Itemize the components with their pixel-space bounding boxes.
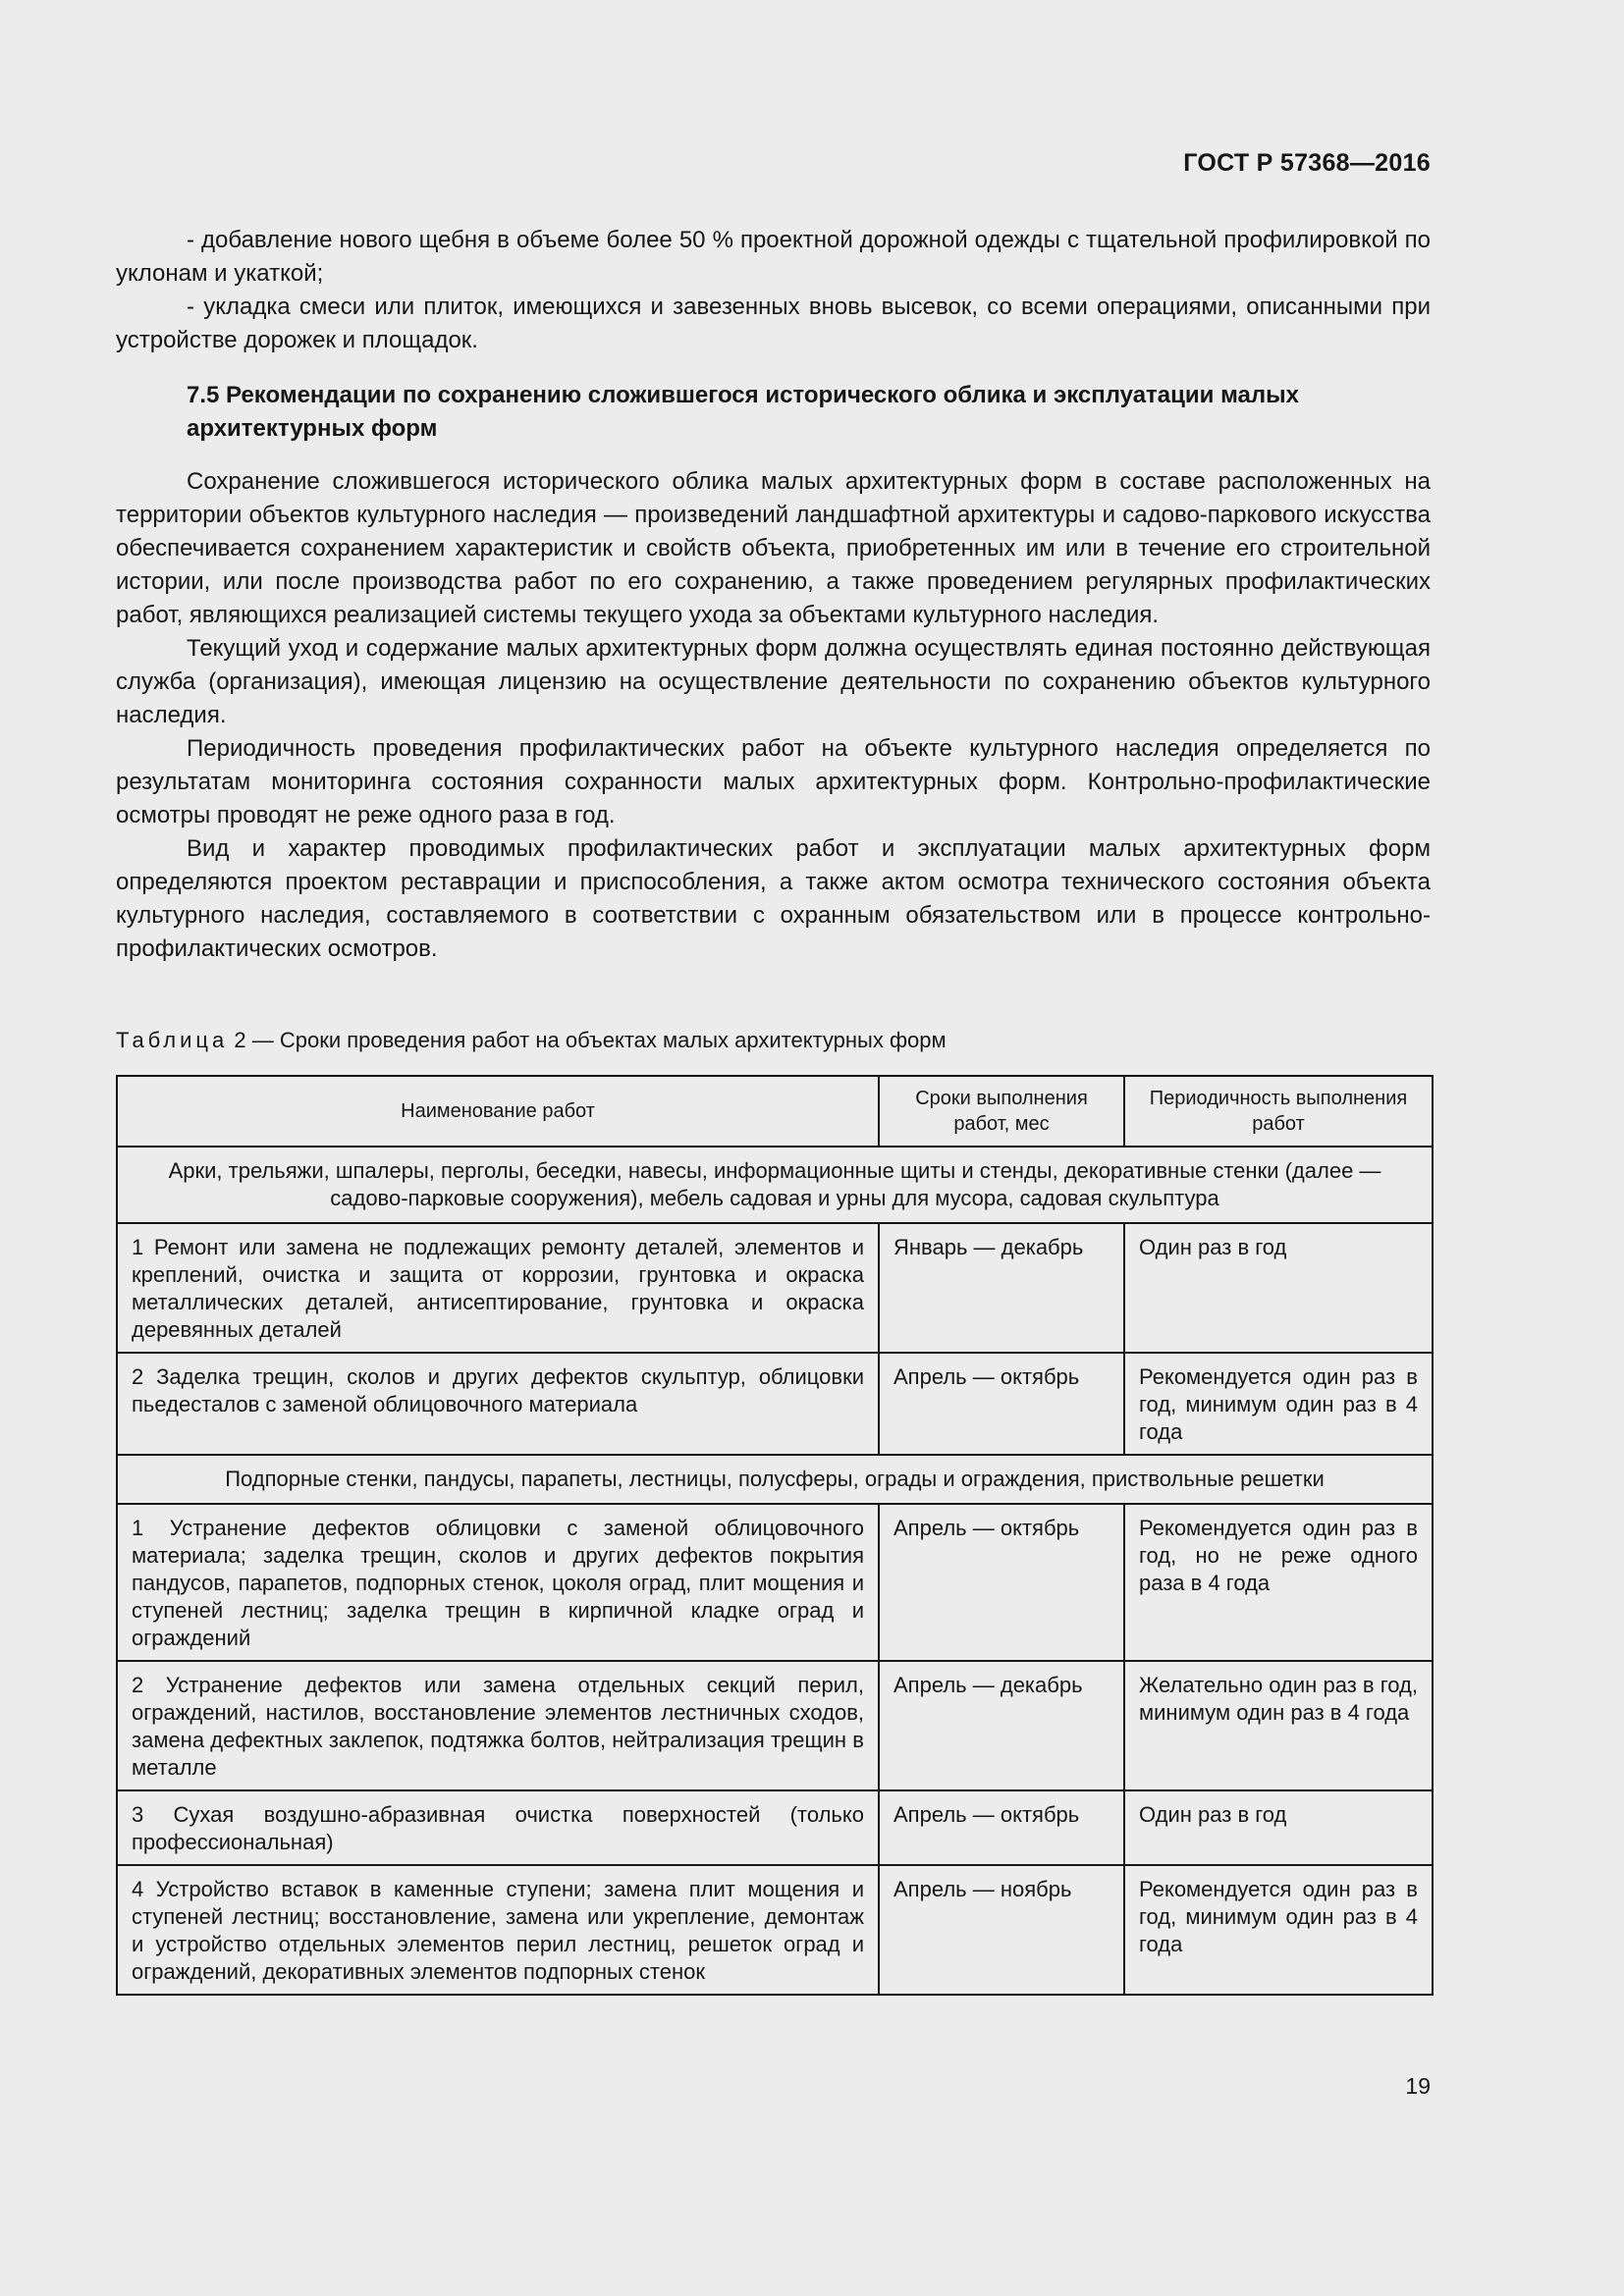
table-row bbox=[117, 1790, 1433, 1865]
paragraph: Периодичность проведения профилактических работ на объекте культурного наследия определяется по результатам мониторинга состояния сохранности малых архитектурных форм. Контрольно-профилактические осмотры проводят не реже одного раза в год. bbox=[116, 735, 1431, 828]
table-caption-text: 2 — Сроки проведения работ на объектах малых архитектурных форм bbox=[234, 1028, 947, 1052]
body-text bbox=[116, 224, 1431, 966]
table-group-row bbox=[117, 1147, 1433, 1223]
section-title: 7.5 Рекомендации по сохранению сложившегося исторического облика и эксплуатации малых архитектурных форм bbox=[187, 382, 1299, 442]
period-cell: Один раз в год bbox=[1124, 1223, 1433, 1353]
term-cell: Апрель — ноябрь bbox=[879, 1865, 1124, 1995]
term-cell: Январь — декабрь bbox=[879, 1223, 1124, 1353]
paragraph: Текущий уход и содержание малых архитектурных форм должна осуществлять единая постоянно действующая служба (организация), имеющая лицензию на осуществление деятельности по сохранению объектов культурного наследия. bbox=[116, 635, 1431, 728]
table-caption bbox=[116, 1026, 947, 1055]
table-row bbox=[117, 1865, 1433, 1995]
table-row bbox=[117, 1661, 1433, 1790]
work-cell: 1 Устранение дефектов облицовки с заменой облицовочного материала; заделка трещин, сколов и других дефектов покрытия пандусов, парапетов, подпорных стенок, цоколя оград, плит мощения и ступеней лестниц; заделка трещин в кирпичной кладке оград и ограждений bbox=[117, 1504, 879, 1661]
paragraph: Сохранение сложившегося исторического облика малых архитектурных форм в составе расположенных на территории объектов культурного наследия — произведений ландшафтной архитектуры и садово-паркового искусства обеспечивается сохранением характеристик и свойств объекта, приобретенных им или в течение его строительной истории, или после производства работ по его сохранению, а также проведением регулярных профилактических работ, являющихся реализацией системы текущего ухода за объектами культурного наследия. bbox=[116, 468, 1431, 628]
work-cell: 1 Ремонт или замена не подлежащих ремонту деталей, элементов и креплений, очистка и защита от коррозии, грунтовка и окраска металлических деталей, антисептирование, грунтовка и окраска деревянных деталей bbox=[117, 1223, 879, 1353]
table-row bbox=[117, 1504, 1433, 1661]
header-periodicity: Периодичность выполнения работ bbox=[1124, 1076, 1433, 1147]
period-cell: Рекомендуется один раз в год, минимум один раз в 4 года bbox=[1124, 1865, 1433, 1995]
work-cell: 2 Устранение дефектов или замена отдельных секций перил, ограждений, настилов, восстановление элементов лестничных сходов, замена дефектных заклепок, подтяжка болтов, нейтрализация трещин в металле bbox=[117, 1661, 879, 1790]
period-cell: Один раз в год bbox=[1124, 1790, 1433, 1865]
period-cell: Рекомендуется один раз в год, минимум один раз в 4 года bbox=[1124, 1353, 1433, 1455]
header-work-name: Наименование работ bbox=[117, 1076, 879, 1147]
document-code: ГОСТ Р 57368—2016 bbox=[1183, 149, 1431, 177]
header-term: Сроки выполнения работ, мес bbox=[879, 1076, 1124, 1147]
term-cell: Апрель — октябрь bbox=[879, 1504, 1124, 1661]
term-cell: Апрель — октябрь bbox=[879, 1790, 1124, 1865]
paragraph: - добавление нового щебня в объеме более 50 % проектной дорожной одежды с тщательной профилировкой по уклонам и укаткой; bbox=[116, 227, 1431, 287]
period-cell: Желательно один раз в год, минимум один раз в 4 года bbox=[1124, 1661, 1433, 1790]
paragraph: Вид и характер проводимых профилактических работ и эксплуатации малых архитектурных форм определяются проектом реставрации и приспособления, а также актом осмотра технического состояния объекта культурного наследия, составляемого в соответствии с охранным обязательством или в процессе контрольно-профилактических осмотров. bbox=[116, 835, 1431, 962]
table-caption-label: Таблица bbox=[116, 1028, 229, 1052]
table-row bbox=[117, 1223, 1433, 1353]
term-cell: Апрель — декабрь bbox=[879, 1661, 1124, 1790]
work-cell: 3 Сухая воздушно-абразивная очистка поверхностей (только профессиональная) bbox=[117, 1790, 879, 1865]
table-header-row bbox=[117, 1076, 1433, 1147]
page-number: 19 bbox=[1405, 2073, 1431, 2099]
table-row bbox=[117, 1353, 1433, 1455]
paragraph: - укладка смеси или плиток, имеющихся и завезенных вновь высевок, со всеми операциями, описанными при устройстве дорожек и площадок. bbox=[116, 294, 1431, 353]
works-schedule-table bbox=[116, 1075, 1434, 1996]
table-group-row bbox=[117, 1455, 1433, 1504]
period-cell: Рекомендуется один раз в год, но не реже одного раза в 4 года bbox=[1124, 1504, 1433, 1661]
work-cell: 4 Устройство вставок в каменные ступени; замена плит мощения и ступеней лестниц; восстановление, замена или укрепление, демонтаж и устройство отдельных элементов перил лестниц, решеток оград и ограждений, декоративных элементов подпорных стенок bbox=[117, 1865, 879, 1995]
work-cell: 2 Заделка трещин, сколов и других дефектов скульптур, облицовки пьедесталов с заменой облицовочного материала bbox=[117, 1353, 879, 1455]
term-cell: Апрель — октябрь bbox=[879, 1353, 1124, 1455]
group-heading: Арки, трельяжи, шпалеры, перголы, беседки, навесы, информационные щиты и стенды, декоративные стенки (далее — садово-парковые сооружения), мебель садовая и урны для мусора, садовая скульптура bbox=[117, 1147, 1433, 1223]
group-heading: Подпорные стенки, пандусы, парапеты, лестницы, полусферы, ограды и ограждения, приствольные решетки bbox=[117, 1455, 1433, 1504]
